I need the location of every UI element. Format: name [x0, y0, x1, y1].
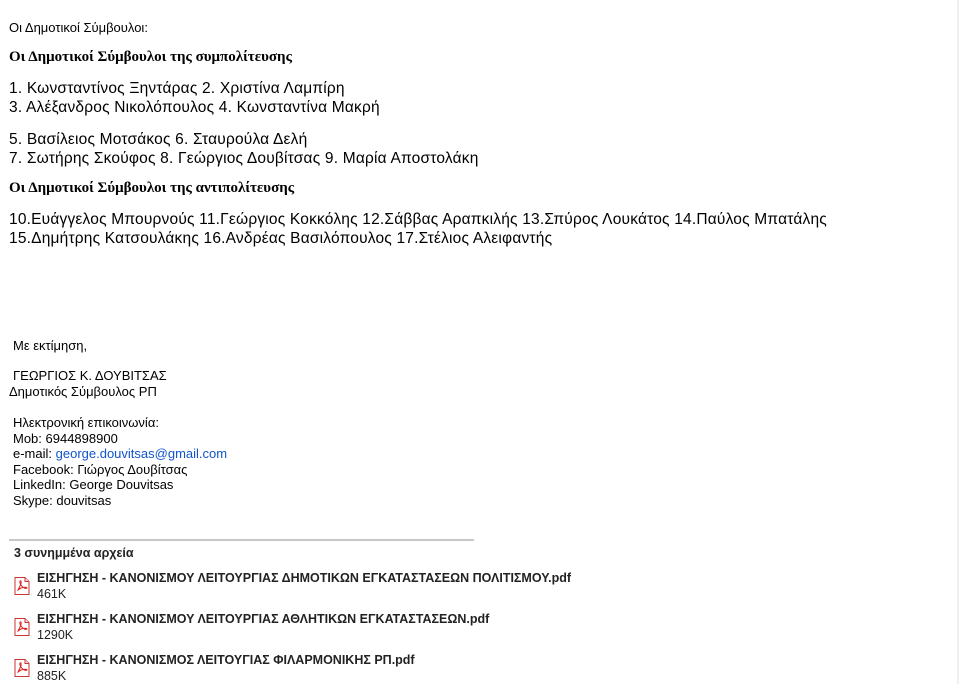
attachment-size: 885K: [37, 669, 67, 683]
attachment-name[interactable]: ΕΙΣΗΓΗΣΗ - ΚΑΝΟΝΙΣΜΟΥ ΛΕΙΤΟΥΡΓΙΑΣ ΔΗΜΟΤΙΚΩΝ ΕΓΚΑΤΑΣΤΑΣΕΩΝ ΠΟΛΙΤΙΣΜΟΥ.pdf: [37, 571, 572, 585]
contact-mobile: Mob: 6944898900: [13, 431, 118, 446]
contact-facebook: Facebook: Γιώργος Δουβίτσας: [13, 462, 188, 477]
signature-role: Δημοτικός Σύμβουλος ΡΠ: [9, 384, 157, 399]
attachment-name[interactable]: ΕΙΣΗΓΗΣΗ - ΚΑΝΟΝΙΣΜΟΥ ΛΕΙΤΟΥΡΓΙΑΣ ΑΘΛΗΤΙΚΩΝ ΕΓΚΑΤΑΣΤΑΣΕΩΝ.pdf: [37, 612, 490, 626]
contact-linkedin: LinkedIn: George Douvitsas: [13, 477, 174, 492]
attachment-name[interactable]: ΕΙΣΗΓΗΣΗ - ΚΑΝΟΝΙΣΜΟΣ ΛΕΙΤΟΥΓΙΑΣ ΦΙΛΑΡΜΟΝΙΚΗΣ ΡΠ.pdf: [37, 653, 415, 667]
majority-heading: Οι Δημοτικοί Σύμβουλοι της συμπολίτευσης: [9, 49, 292, 65]
majority-line-2: 3. Αλέξανδρος Νικολόπουλος 4. Κωνσταντίνα Μακρή: [9, 99, 380, 116]
contact-skype: Skype: douvitsas: [13, 493, 112, 508]
majority-line-1: 1. Κωνσταντίνος Ξηντάρας 2. Χριστίνα Λαμπίρη: [9, 80, 345, 97]
majority-line-4: 7. Σωτήρης Σκούφος 8. Γεώργιος Δουβίτσας 9. Μαρία Αποστολάκη: [9, 150, 479, 167]
signature-name: ΓΕΩΡΓΙΟΣ Κ. ΔΟΥΒΙΤΣΑΣ: [13, 368, 167, 383]
contact-email-row: [13, 446, 227, 461]
email-label: e-mail:: [13, 446, 56, 461]
attachments-heading: 3 συνημμένα αρχεία: [14, 546, 134, 560]
intro-text: Οι Δημοτικοί Σύμβουλοι:: [9, 20, 148, 35]
opposition-line-2: 15.Δημήτρης Κατσουλάκης 16.Ανδρέας Βασιλόπουλος 17.Στέλιος Αλειφαντής: [9, 230, 553, 247]
majority-line-3: 5. Βασίλειος Μοτσάκος 6. Σταυρούλα Δελή: [9, 131, 308, 148]
attachment-size: 1290K: [37, 628, 74, 642]
email-link[interactable]: george.douvitsas@gmail.com: [55, 446, 228, 461]
opposition-heading: Οι Δημοτικοί Σύμβουλοι της αντιπολίτευσης: [9, 180, 295, 196]
pdf-icon[interactable]: [14, 659, 30, 677]
attachment-size: 461K: [37, 587, 67, 601]
pdf-icon[interactable]: [14, 577, 30, 595]
contact-heading: Ηλεκτρονική επικοινωνία:: [13, 415, 159, 430]
pdf-icon[interactable]: [14, 618, 30, 636]
signature-closing: Με εκτίμηση,: [13, 338, 88, 353]
opposition-line-1: 10.Ευάγγελος Μπουρνούς 11.Γεώργιος Κοκκόλης 12.Σάββας Αραπκιλής 13.Σπύρος Λουκάτος 14.Παύλος Μπατάλης: [9, 211, 827, 228]
attachments-divider: [9, 539, 474, 541]
